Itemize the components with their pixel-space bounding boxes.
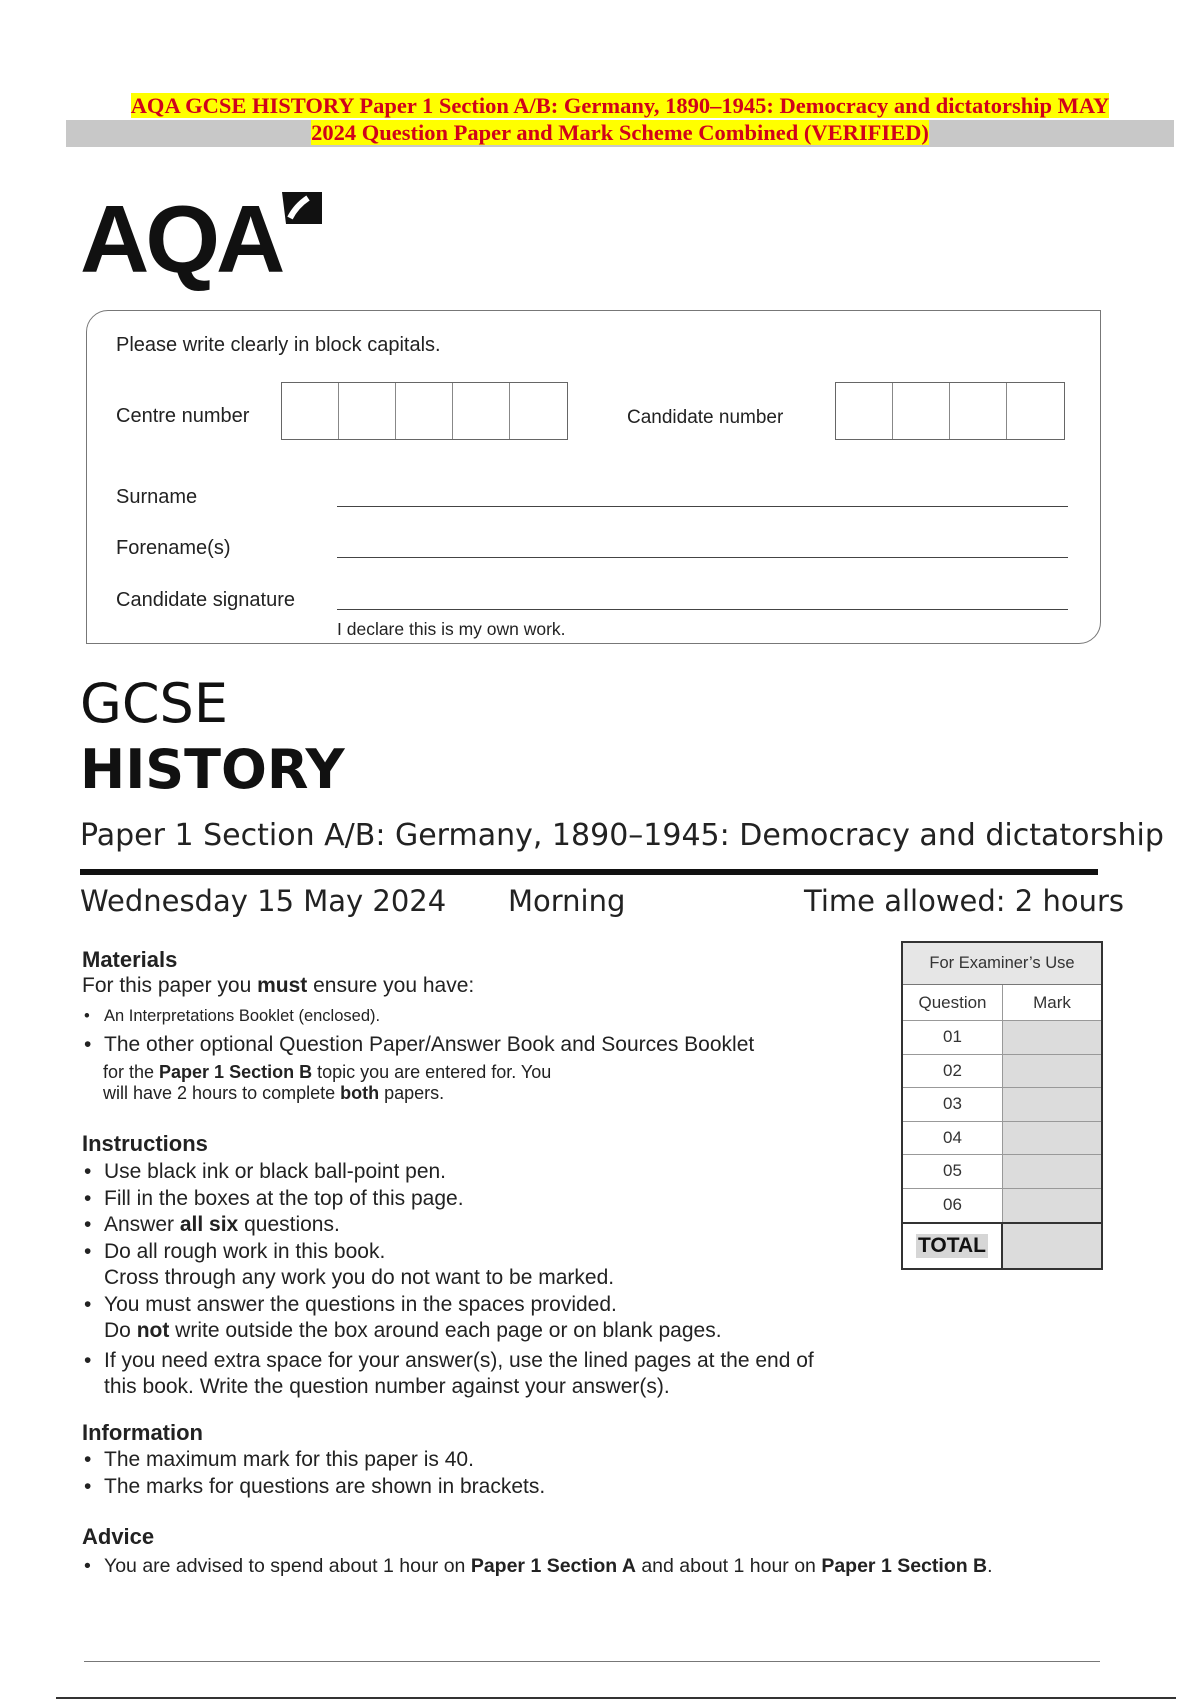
forename-field[interactable] [337,557,1068,558]
time-allowed: Time allowed: 2 hours [804,884,1124,918]
surname-field[interactable] [337,506,1068,507]
logo-text: AQA [80,186,282,293]
list-item: • The maximum mark for this paper is 40. [82,1447,545,1474]
centre-digit-box[interactable] [396,383,453,439]
total-label: TOTAL [903,1224,1003,1268]
forename-label: Forename(s) [116,537,231,559]
signature-field[interactable] [337,609,1068,610]
question-number: 06 [903,1189,1003,1223]
table-row [903,1155,1101,1189]
table-row [903,1088,1101,1122]
centre-number-field[interactable] [281,382,568,440]
list-item: • An Interpretations Booklet (enclosed). [82,1003,754,1030]
surname-label: Surname [116,486,198,508]
centre-number-label: Centre number [116,405,250,427]
mark-cell [1003,1088,1101,1121]
banner-line-1: AQA GCSE HISTORY Paper 1 Section A/B: Germany, 1890–1945: Democracy and dictatorship MAY [130,93,1110,118]
subject-title: HISTORY [80,738,345,801]
question-number: 03 [903,1088,1003,1121]
block-capitals-instruction: Please write clearly in block capitals. [116,334,441,356]
page-bottom-rule [56,1697,1176,1699]
materials-note: for the Paper 1 Section B topic you are entered for. You will have 2 hours to complete both papers. [103,1062,552,1103]
information-heading: Information [82,1420,203,1445]
list-item: • Do all rough work in this book. Cross through any work you do not want to be marked. [82,1239,814,1292]
mark-cell [1003,1189,1101,1223]
candidate-number-label: Candidate number [627,407,784,428]
centre-digit-box[interactable] [282,383,339,439]
footer-divider [84,1661,1100,1662]
banner-line-2: 2024 Question Paper and Mark Scheme Combined (VERIFIED) [311,120,929,145]
mark-cell [1003,1055,1101,1088]
question-number: 04 [903,1122,1003,1155]
centre-digit-box[interactable] [510,383,567,439]
question-number: 01 [903,1021,1003,1054]
total-row [903,1222,1101,1268]
signature-label: Candidate signature [116,589,296,611]
centre-digit-box[interactable] [339,383,396,439]
materials-heading: Materials [82,947,178,972]
table-row [903,1122,1101,1156]
list-item: • If you need extra space for your answer(s), use the lined pages at the end of this book. Write the question number against your answer(s). [82,1348,814,1401]
question-number: 02 [903,1055,1003,1088]
document-banner [66,92,1174,146]
list-item: • Use black ink or black ball-point pen. [82,1159,814,1186]
table-row [903,1189,1101,1223]
candidate-digit-box[interactable] [836,383,893,439]
candidate-number-field[interactable] [835,382,1065,440]
mark-column-header: Mark [1003,985,1101,1020]
title-divider [80,869,1098,875]
instructions-list [82,1159,814,1401]
advice-list [82,1553,993,1580]
list-item: • Answer all six questions. [82,1212,814,1239]
table-row [903,1055,1101,1089]
candidate-digit-box[interactable] [893,383,950,439]
materials-intro: For this paper you must ensure you have: [82,974,475,997]
candidate-digit-box[interactable] [1007,383,1064,439]
advice-heading: Advice [82,1524,155,1549]
paper-title: Paper 1 Section A/B: Germany, 1890–1945: Democracy and dictatorship [80,818,1164,853]
question-column-header: Question [903,985,1003,1020]
instructions-heading: Instructions [82,1131,208,1156]
exam-session: Morning [508,884,626,918]
list-item: • You must answer the questions in the spaces provided. Do not write outside the box around each page or on blank pages. [82,1292,814,1345]
examiner-table-header [903,985,1101,1021]
declaration-text: I declare this is my own work. [337,619,566,639]
centre-digit-box[interactable] [453,383,510,439]
list-item: • You are advised to spend about 1 hour on Paper 1 Section A and about 1 hour on Paper 1 Section B. [82,1553,993,1580]
candidate-digit-box[interactable] [950,383,1007,439]
logo-flag-icon [278,188,324,250]
total-mark-cell [1003,1224,1101,1268]
mark-cell [1003,1122,1101,1155]
list-item: • The marks for questions are shown in brackets. [82,1474,545,1501]
question-number: 05 [903,1155,1003,1188]
qualification-title: GCSE [80,672,228,735]
table-row [903,1021,1101,1055]
examiner-table-title: For Examiner’s Use [903,943,1101,985]
list-item: • The other optional Question Paper/Answer Book and Sources Booklet [82,1032,754,1059]
mark-cell [1003,1021,1101,1054]
examiner-table [901,941,1103,1270]
information-list [82,1447,545,1500]
list-item: • Fill in the boxes at the top of this page. [82,1186,814,1213]
mark-cell [1003,1155,1101,1188]
exam-date: Wednesday 15 May 2024 [80,884,447,918]
materials-list [82,1003,754,1058]
